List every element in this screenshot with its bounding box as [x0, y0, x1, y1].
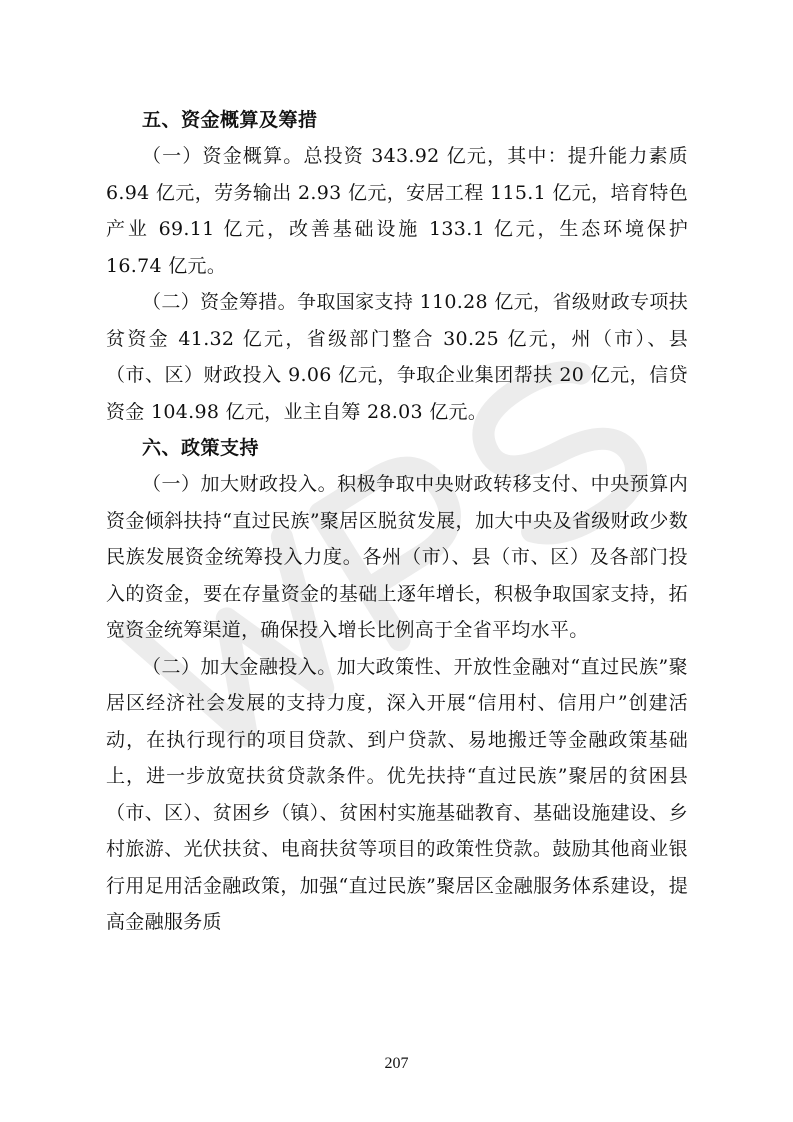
page-number: 207 [384, 1055, 409, 1072]
paragraph-funding-sources: （二）资金筹措。争取国家支持 110.28 亿元，省级财政专项扶贫资金 41.32 亿元，省级部门整合 30.25 亿元，州（市）、县（市、区）财政投入 9.06 亿元，争取企业集团帮扶 20 亿元，信贷资金 104.98 亿元，业主自筹 28.03 亿元。 [106, 291, 688, 423]
section-heading-funding: 五、资金概算及筹措 [142, 109, 318, 131]
paragraph-financial-investment: （二）加大金融投入。加大政策性、开放性金融对“直过民族”聚居区经济社会发展的支持力度，深入开展“信用村、信用户”创建活动，在执行现行的项目贷款、到户贷款、易地搬迁等金融政策基础上，进一步放宽扶贫贷款条件。优先扶持“直过民族”聚居的贫困县（市、区）、贫困乡（镇）、贫困村实施基础教育、基础设施建设、乡村旅游、光伏扶贫、电商扶贫等项目的政策性贷款。鼓励其他商业银行用足用活金融政策，加强“直过民族”聚居区金融服务体系建设，提高金融服务质 [106, 655, 688, 933]
section-heading-policy: 六、政策支持 [142, 437, 260, 459]
document-body [106, 102, 688, 941]
paragraph-fiscal-investment: （一）加大财政投入。积极争取中央财政转移支付、中央预算内资金倾斜扶持“直过民族”聚居区脱贫发展，加大中央及省级财政少数民族发展资金统筹投入力度。各州（市）、县（市、区）及各部门投入的资金，要在存量资金的基础上逐年增长，积极争取国家支持，拓宽资金统筹渠道，确保投入增长比例高于全省平均水平。 [106, 473, 688, 641]
paragraph-funding-estimate: （一）资金概算。总投资 343.92 亿元，其中：提升能力素质 6.94 亿元，劳务输出 2.93 亿元，安居工程 115.1 亿元，培育特色产业 69.11 亿元，改善基础设施 133.1 亿元，生态环境保护 16.74 亿元。 [106, 145, 688, 277]
